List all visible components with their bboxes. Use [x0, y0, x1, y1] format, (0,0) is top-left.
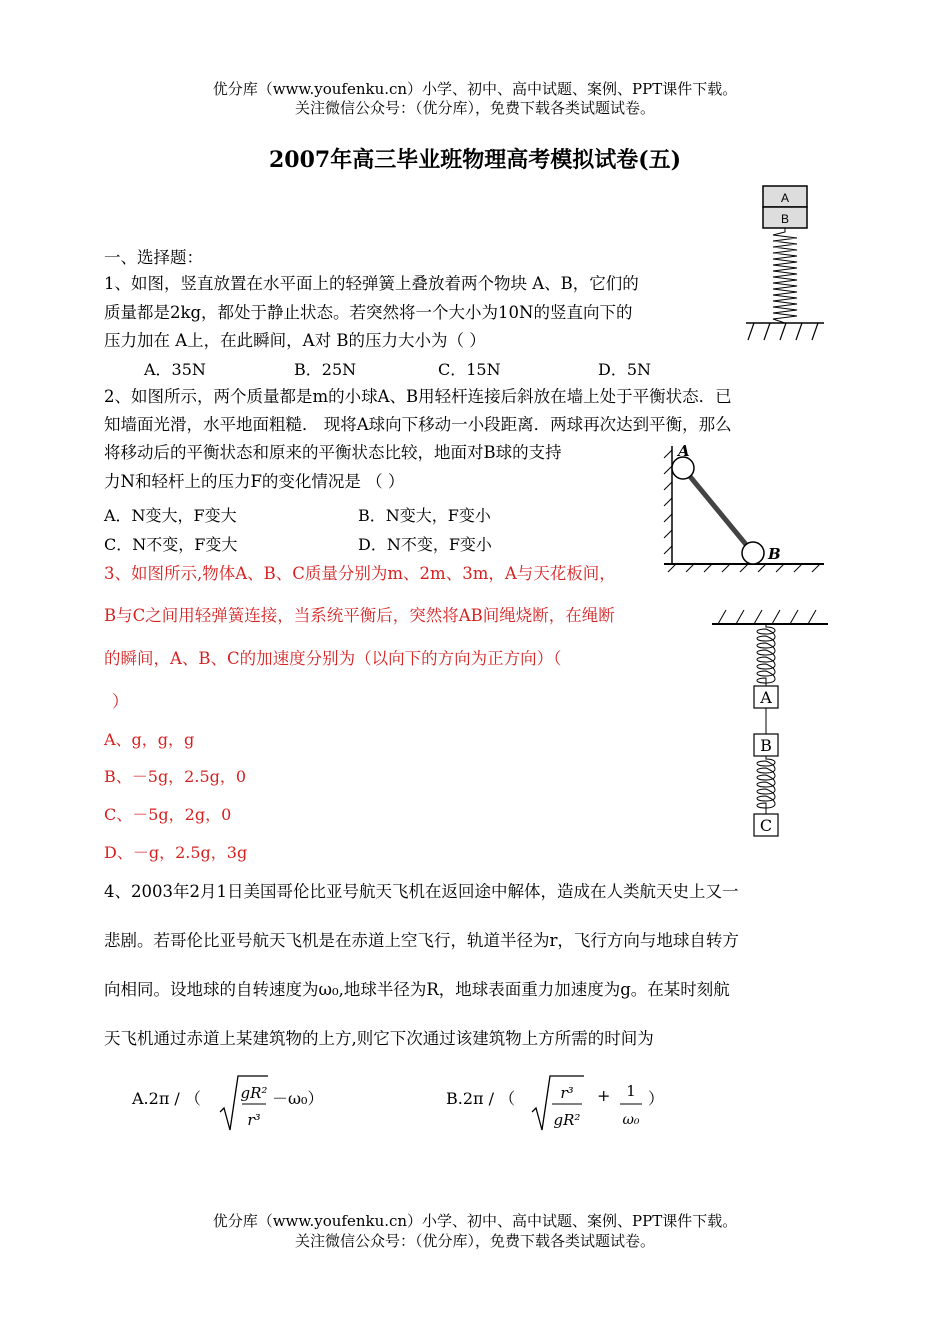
q2-ground-hatch — [668, 564, 820, 572]
q4-option-a-suffix: －ω₀） — [272, 1089, 324, 1108]
q1-spring — [773, 228, 797, 323]
q3-line-2: B与C之间用轻弹簧连接，当系统平衡后，突然将AB间绳烧断，在绳断 — [104, 606, 615, 625]
q2-wall-hatch — [664, 450, 672, 554]
q2-rod-figure — [658, 436, 828, 576]
footer-line-2: 关注微信公众号：（优分库），免费下载各类试题试卷。 — [294, 1232, 655, 1250]
footer-line-1: 优分库（www.youfenku.cn）小学、初中、高中试题、案例、PPT课件下载。 — [212, 1212, 738, 1230]
q3-spring-top — [757, 624, 775, 686]
q4-option-b-plus: + — [597, 1086, 611, 1105]
q2-rod — [683, 468, 753, 553]
q3-line-4: ） — [112, 692, 129, 711]
q3-option-b: B、－5g，2.5g，0 — [104, 767, 247, 786]
q1-option-c: C．15N — [438, 360, 501, 379]
q1-option-b: B．25N — [294, 360, 357, 379]
q2-ball-b-label: B — [768, 545, 781, 563]
q1-block-b-label: B — [780, 212, 790, 226]
q2-ball-a-label: A — [678, 442, 690, 460]
q1-spring-figure — [740, 184, 830, 346]
q3-spring-figure — [708, 600, 832, 842]
q2-line-2: 知墙面光滑，水平地面粗糙． 现将A球向下移动一小段距离．两球再次达到平衡，那么 — [104, 415, 732, 434]
q3-block-a-label: A — [760, 688, 772, 707]
q3-line-3: 的瞬间，A、B、C的加速度分别为（以向下的方向为正方向）（ — [104, 649, 562, 668]
q3-option-c: C、－5g，2g，0 — [104, 805, 232, 824]
q4-option-a-sqrt — [218, 1072, 270, 1136]
q4-line-3: 向相同。设地球的自转速度为ω₀,地球半径为R，地球表面重力加速度为g。在某时刻航 — [104, 980, 730, 999]
q3-block-b-label: B — [760, 736, 772, 755]
q4-option-b-numerator: r³ — [560, 1084, 574, 1102]
q4-line-4: 天飞机通过赤道上某建筑物的上方,则它下次通过该建筑物上方所需的时间为 — [104, 1029, 654, 1048]
q2-option-c: C．N不变，F变大 — [104, 535, 238, 554]
q2-ball-a — [672, 457, 694, 479]
q1-option-a: A．35N — [144, 360, 206, 379]
q4-line-2: 悲剧。若哥伦比亚号航天飞机是在赤道上空飞行，轨道半径为r，飞行方向与地球自转方 — [104, 931, 739, 950]
q3-ceiling-hatch — [718, 610, 816, 624]
q2-line-3: 将移动后的平衡状态和原来的平衡状态比较，地面对B球的支持 — [104, 443, 562, 462]
q4-option-b-denominator: gR² — [553, 1111, 581, 1129]
q1-ground-hatch — [748, 323, 818, 340]
q1-line-1: 1、如图，竖直放置在水平面上的轻弹簧上叠放着两个物块 A、B，它们的 — [104, 274, 639, 293]
section-heading: 一、选择题： — [104, 248, 203, 267]
q2-line-1: 2、如图所示，两个质量都是m的小球A、B用轻杆连接后斜放在墙上处于平衡状态．已 — [104, 387, 732, 406]
q1-option-d: D．5N — [598, 360, 652, 379]
q4-option-b-numerator-2: 1 — [626, 1082, 636, 1100]
header-line-2: 关注微信公众号：（优分库），免费下载各类试题试卷。 — [294, 99, 655, 117]
q3-option-d: D、－g，2.5g，3g — [104, 843, 248, 862]
page-title: 2007年高三毕业班物理高考模拟试卷(五) — [268, 147, 682, 173]
q3-block-c-label: C — [759, 816, 773, 835]
q4-option-b-denominator-2: ω₀ — [622, 1112, 640, 1128]
q2-ball-b — [742, 542, 764, 564]
q4-option-b-fraction — [618, 1076, 644, 1132]
q4-option-a-prefix: A.2π / （ — [132, 1089, 201, 1108]
q2-line-4: 力N和轻杆上的压力F的变化情况是 （ ） — [104, 472, 405, 491]
q4-option-a-denominator: r³ — [247, 1111, 261, 1129]
q4-option-b-sqrt — [530, 1072, 586, 1136]
q4-option-b-prefix: B.2π / （ — [446, 1089, 516, 1108]
q3-option-a: A、g，g，g — [104, 730, 195, 749]
q1-line-2: 质量都是2kg，都处于静止状态。若突然将一个大小为10N的竖直向下的 — [104, 303, 633, 322]
header-line-1: 优分库（www.youfenku.cn）小学、初中、高中试题、案例、PPT课件下载。 — [212, 80, 738, 98]
q2-option-a: A．N变大，F变大 — [104, 506, 237, 525]
q3-spring-bottom — [757, 756, 775, 814]
q4-line-1: 4、2003年2月1日美国哥伦比亚号航天飞机在返回途中解体，造成在人类航天史上又一 — [104, 882, 739, 901]
q2-option-d: D．N不变，F变小 — [358, 535, 492, 554]
q3-line-1: 3、如图所示,物体A、B、C质量分别为m、2m、3m，A与天花板间， — [104, 564, 616, 583]
q2-option-b: B．N变大，F变小 — [358, 506, 491, 525]
q1-block-a-label: A — [780, 191, 790, 205]
q4-option-a-numerator: gR² — [240, 1084, 268, 1102]
q1-line-3: 压力加在 A上，在此瞬间，A对 B的压力大小为（ ） — [104, 331, 486, 350]
q4-option-b-suffix: ） — [648, 1089, 665, 1108]
